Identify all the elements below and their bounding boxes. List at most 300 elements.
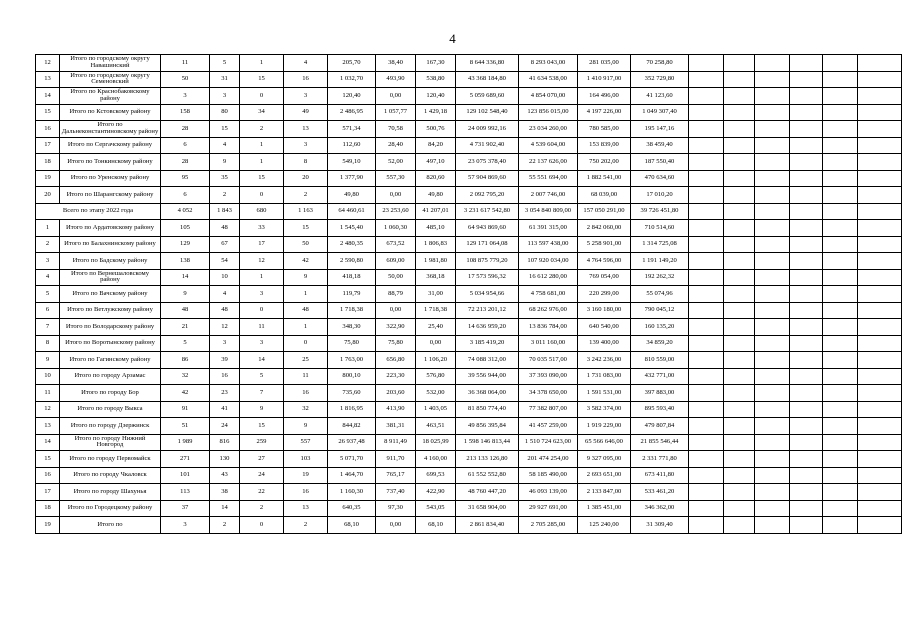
row-number-cell: 12	[36, 401, 60, 418]
value-cell: 14	[161, 269, 210, 286]
value-cell: 381,31	[376, 418, 416, 435]
empty-cell	[823, 236, 858, 253]
table-row	[36, 302, 902, 319]
value-cell: 348,30	[328, 319, 376, 336]
empty-cell	[823, 104, 858, 121]
territory-name-cell: Итого по Володарскому району	[60, 319, 161, 336]
value-cell: 1 377,90	[328, 170, 376, 187]
territory-name-cell: Итого по городскому округу Семеновский	[60, 71, 161, 88]
empty-cell	[689, 335, 724, 352]
value-cell: 1 981,80	[416, 253, 456, 270]
empty-cell	[790, 269, 823, 286]
value-cell: 24	[210, 418, 240, 435]
empty-cell	[823, 401, 858, 418]
empty-cell	[755, 385, 790, 402]
empty-cell	[755, 187, 790, 204]
value-cell: 25,40	[416, 319, 456, 336]
empty-cell	[858, 236, 902, 253]
value-cell: 84,20	[416, 137, 456, 154]
value-cell: 25	[284, 352, 328, 369]
value-cell: 1 731 083,00	[578, 368, 631, 385]
empty-cell	[689, 385, 724, 402]
value-cell: 28	[161, 154, 210, 171]
empty-cell	[790, 500, 823, 517]
empty-cell	[823, 500, 858, 517]
empty-cell	[755, 418, 790, 435]
value-cell: 129	[161, 236, 210, 253]
value-cell: 4 052	[161, 203, 210, 220]
value-cell: 23 034 260,00	[519, 121, 578, 138]
empty-cell	[689, 368, 724, 385]
empty-cell	[858, 418, 902, 435]
value-cell: 27	[240, 451, 284, 468]
empty-cell	[790, 302, 823, 319]
row-number-cell: 14	[36, 88, 60, 105]
row-number-cell: 3	[36, 253, 60, 270]
value-cell: 120,40	[416, 88, 456, 105]
empty-cell	[790, 236, 823, 253]
territory-name-cell: Итого по городу Арзамас	[60, 368, 161, 385]
empty-cell	[858, 88, 902, 105]
table-row	[36, 286, 902, 303]
territory-name-cell: Итого по Балахнинскому району	[60, 236, 161, 253]
territory-name-cell: Итого по Ардатовскому району	[60, 220, 161, 237]
empty-cell	[755, 401, 790, 418]
value-cell: 113	[161, 484, 210, 501]
value-cell: 3	[284, 88, 328, 105]
empty-cell	[724, 434, 755, 451]
value-cell: 49 856 395,84	[456, 418, 519, 435]
value-cell: 1 385 451,00	[578, 500, 631, 517]
row-number-cell: 15	[36, 451, 60, 468]
total-row	[36, 203, 902, 220]
empty-cell	[823, 121, 858, 138]
table-row	[36, 385, 902, 402]
empty-cell	[689, 352, 724, 369]
value-cell: 187 550,40	[631, 154, 689, 171]
territory-name-cell: Итого по Дальнеконстантиновскому району	[60, 121, 161, 138]
value-cell: 11	[284, 368, 328, 385]
value-cell: 418,18	[328, 269, 376, 286]
value-cell: 31,00	[416, 286, 456, 303]
value-cell: 7	[240, 385, 284, 402]
value-cell: 640 540,00	[578, 319, 631, 336]
empty-cell	[858, 269, 902, 286]
value-cell: 43	[210, 467, 240, 484]
row-number-cell: 20	[36, 187, 60, 204]
empty-cell	[790, 203, 823, 220]
value-cell: 0,00	[416, 335, 456, 352]
value-cell: 11	[240, 319, 284, 336]
value-cell: 49,80	[416, 187, 456, 204]
value-cell: 352 729,80	[631, 71, 689, 88]
value-cell: 543,05	[416, 500, 456, 517]
value-cell: 61 552 552,80	[456, 467, 519, 484]
value-cell: 48 760 447,20	[456, 484, 519, 501]
value-cell: 640,35	[328, 500, 376, 517]
value-cell: 9	[284, 418, 328, 435]
value-cell: 4	[210, 286, 240, 303]
value-cell: 2	[284, 187, 328, 204]
value-cell: 2 331 771,80	[631, 451, 689, 468]
empty-cell	[858, 121, 902, 138]
value-cell: 4 854 070,00	[519, 88, 578, 105]
empty-cell	[755, 269, 790, 286]
empty-cell	[724, 286, 755, 303]
value-cell: 31 309,40	[631, 517, 689, 534]
empty-cell	[858, 401, 902, 418]
territory-name-cell: Итого по Тонкинскому району	[60, 154, 161, 171]
value-cell: 0,00	[376, 88, 416, 105]
empty-cell	[724, 137, 755, 154]
value-cell: 1	[240, 154, 284, 171]
empty-cell	[689, 500, 724, 517]
value-cell: 1 806,83	[416, 236, 456, 253]
empty-cell	[755, 352, 790, 369]
value-cell: 97,30	[376, 500, 416, 517]
territory-name-cell: Итого по Уренскому району	[60, 170, 161, 187]
value-cell: 42	[161, 385, 210, 402]
value-cell: 5	[210, 55, 240, 72]
value-cell: 737,40	[376, 484, 416, 501]
row-number-cell: 5	[36, 286, 60, 303]
value-cell: 15	[210, 121, 240, 138]
value-cell: 195 147,16	[631, 121, 689, 138]
empty-cell	[823, 368, 858, 385]
value-cell: 23	[210, 385, 240, 402]
empty-cell	[858, 104, 902, 121]
table-body	[36, 55, 902, 534]
value-cell: 86	[161, 352, 210, 369]
value-cell: 1 403,05	[416, 401, 456, 418]
value-cell: 125 240,00	[578, 517, 631, 534]
table-row	[36, 253, 902, 270]
value-cell: 2 693 651,00	[578, 467, 631, 484]
value-cell: 6	[161, 137, 210, 154]
empty-cell	[689, 517, 724, 534]
value-cell: 3	[161, 517, 210, 534]
value-cell: 68,10	[416, 517, 456, 534]
empty-cell	[755, 286, 790, 303]
value-cell: 9	[240, 401, 284, 418]
empty-cell	[724, 154, 755, 171]
empty-cell	[689, 484, 724, 501]
value-cell: 1 510 724 623,00	[519, 434, 578, 451]
value-cell: 38,40	[376, 55, 416, 72]
value-cell: 22 137 626,00	[519, 154, 578, 171]
value-cell: 1 060,30	[376, 220, 416, 237]
empty-cell	[724, 401, 755, 418]
value-cell: 48	[284, 302, 328, 319]
empty-cell	[790, 170, 823, 187]
empty-cell	[755, 203, 790, 220]
empty-cell	[755, 253, 790, 270]
value-cell: 493,90	[376, 71, 416, 88]
value-cell: 2	[240, 500, 284, 517]
value-cell: 15	[240, 170, 284, 187]
territory-name-cell: Итого по Кстовскому району	[60, 104, 161, 121]
territory-name-cell: Итого по городскому округу Навашинский	[60, 55, 161, 72]
value-cell: 1 464,70	[328, 467, 376, 484]
territory-name-cell: Итого по городу Выкса	[60, 401, 161, 418]
empty-cell	[790, 385, 823, 402]
empty-cell	[755, 467, 790, 484]
value-cell: 259	[240, 434, 284, 451]
value-cell: 57 904 869,60	[456, 170, 519, 187]
row-number-cell: 12	[36, 55, 60, 72]
value-cell: 68,10	[328, 517, 376, 534]
empty-cell	[823, 154, 858, 171]
value-cell: 37	[161, 500, 210, 517]
value-cell: 167,30	[416, 55, 456, 72]
empty-cell	[823, 484, 858, 501]
value-cell: 107 920 034,00	[519, 253, 578, 270]
territory-name-cell: Итого по городу Дзержинск	[60, 418, 161, 435]
row-number-cell: 9	[36, 352, 60, 369]
empty-cell	[823, 269, 858, 286]
value-cell: 2 480,35	[328, 236, 376, 253]
value-cell: 205,70	[328, 55, 376, 72]
empty-cell	[724, 170, 755, 187]
value-cell: 413,90	[376, 401, 416, 418]
value-cell: 1 191 149,20	[631, 253, 689, 270]
table-row	[36, 500, 902, 517]
empty-cell	[755, 104, 790, 121]
value-cell: 24 009 992,16	[456, 121, 519, 138]
empty-cell	[755, 451, 790, 468]
empty-cell	[823, 71, 858, 88]
empty-cell	[724, 220, 755, 237]
empty-cell	[823, 335, 858, 352]
empty-cell	[858, 335, 902, 352]
value-cell: 2 842 060,00	[578, 220, 631, 237]
empty-cell	[858, 187, 902, 204]
value-cell: 50	[161, 71, 210, 88]
value-cell: 24	[240, 467, 284, 484]
value-cell: 5 258 901,00	[578, 236, 631, 253]
empty-cell	[689, 418, 724, 435]
value-cell: 103	[284, 451, 328, 468]
value-cell: 14 636 959,20	[456, 319, 519, 336]
value-cell: 8 644 336,80	[456, 55, 519, 72]
value-cell: 1 816,95	[328, 401, 376, 418]
value-cell: 16	[284, 484, 328, 501]
territory-name-cell: Итого по	[60, 517, 161, 534]
value-cell: 77 382 807,00	[519, 401, 578, 418]
value-cell: 4 539 604,00	[519, 137, 578, 154]
value-cell: 397 883,00	[631, 385, 689, 402]
empty-cell	[724, 352, 755, 369]
table-row	[36, 88, 902, 105]
value-cell: 479 807,84	[631, 418, 689, 435]
territory-name-cell: Итого по Ветлужскому району	[60, 302, 161, 319]
empty-cell	[858, 170, 902, 187]
value-cell: 12	[210, 319, 240, 336]
empty-cell	[790, 401, 823, 418]
empty-cell	[724, 71, 755, 88]
value-cell: 1 718,38	[328, 302, 376, 319]
empty-cell	[823, 203, 858, 220]
empty-cell	[858, 71, 902, 88]
value-cell: 3	[210, 335, 240, 352]
value-cell: 22	[240, 484, 284, 501]
value-cell: 463,51	[416, 418, 456, 435]
value-cell: 750 202,00	[578, 154, 631, 171]
row-number-cell: 15	[36, 104, 60, 121]
value-cell: 153 839,00	[578, 137, 631, 154]
value-cell: 39 726 451,80	[631, 203, 689, 220]
territory-name-cell: Итого по Городецкому району	[60, 500, 161, 517]
empty-cell	[790, 121, 823, 138]
value-cell: 31	[210, 71, 240, 88]
territory-name-cell: Итого по Воротынскому району	[60, 335, 161, 352]
value-cell: 67	[210, 236, 240, 253]
value-cell: 51	[161, 418, 210, 435]
value-cell: 1 598 146 813,44	[456, 434, 519, 451]
value-cell: 55 551 694,00	[519, 170, 578, 187]
row-number-cell: 6	[36, 302, 60, 319]
value-cell: 68 039,00	[578, 187, 631, 204]
value-cell: 4 731 902,40	[456, 137, 519, 154]
empty-cell	[689, 88, 724, 105]
value-cell: 780 585,00	[578, 121, 631, 138]
value-cell: 673,52	[376, 236, 416, 253]
empty-cell	[790, 484, 823, 501]
table-row	[36, 467, 902, 484]
empty-cell	[755, 319, 790, 336]
value-cell: 160 135,20	[631, 319, 689, 336]
value-cell: 2 486,95	[328, 104, 376, 121]
empty-cell	[858, 484, 902, 501]
value-cell: 1 049 307,40	[631, 104, 689, 121]
empty-cell	[724, 467, 755, 484]
value-cell: 3 242 236,00	[578, 352, 631, 369]
value-cell: 39 556 944,00	[456, 368, 519, 385]
value-cell: 16	[284, 71, 328, 88]
empty-cell	[755, 434, 790, 451]
value-cell: 470 634,60	[631, 170, 689, 187]
empty-cell	[790, 154, 823, 171]
value-cell: 1 989	[161, 434, 210, 451]
empty-cell	[790, 286, 823, 303]
value-cell: 49,80	[328, 187, 376, 204]
value-cell: 19	[284, 467, 328, 484]
empty-cell	[755, 137, 790, 154]
empty-cell	[724, 484, 755, 501]
value-cell: 4 758 681,00	[519, 286, 578, 303]
value-cell: 1 919 229,00	[578, 418, 631, 435]
row-number-cell: 10	[36, 368, 60, 385]
value-cell: 68 262 976,00	[519, 302, 578, 319]
value-cell: 15	[240, 71, 284, 88]
value-cell: 108 875 779,20	[456, 253, 519, 270]
value-cell: 1 718,38	[416, 302, 456, 319]
value-cell: 29 927 691,00	[519, 500, 578, 517]
empty-cell	[724, 385, 755, 402]
empty-cell	[755, 88, 790, 105]
empty-cell	[755, 154, 790, 171]
value-cell: 220 299,00	[578, 286, 631, 303]
empty-cell	[689, 154, 724, 171]
value-cell: 91	[161, 401, 210, 418]
value-cell: 52,00	[376, 154, 416, 171]
value-cell: 46 093 139,00	[519, 484, 578, 501]
table-row	[36, 484, 902, 501]
value-cell: 14	[210, 500, 240, 517]
empty-cell	[790, 187, 823, 204]
empty-cell	[858, 253, 902, 270]
empty-cell	[724, 104, 755, 121]
value-cell: 50,00	[376, 269, 416, 286]
value-cell: 2 007 746,00	[519, 187, 578, 204]
value-cell: 158	[161, 104, 210, 121]
empty-cell	[689, 253, 724, 270]
value-cell: 3 582 374,00	[578, 401, 631, 418]
empty-cell	[823, 467, 858, 484]
value-cell: 1	[284, 319, 328, 336]
value-cell: 5 071,70	[328, 451, 376, 468]
empty-cell	[724, 319, 755, 336]
table-row	[36, 517, 902, 534]
table-row	[36, 154, 902, 171]
value-cell: 41 123,60	[631, 88, 689, 105]
empty-cell	[724, 236, 755, 253]
value-cell: 844,82	[328, 418, 376, 435]
value-cell: 112,60	[328, 137, 376, 154]
value-cell: 790 045,12	[631, 302, 689, 319]
territory-name-cell: Итого по Краснобаковскому району	[60, 88, 161, 105]
empty-cell	[724, 302, 755, 319]
table-row	[36, 269, 902, 286]
empty-cell	[823, 137, 858, 154]
value-cell: 0,00	[376, 517, 416, 534]
territory-name-cell: Итого по Вернешаловскому району	[60, 269, 161, 286]
value-cell: 820,60	[416, 170, 456, 187]
value-cell: 816	[210, 434, 240, 451]
empty-cell	[858, 368, 902, 385]
table-row	[36, 121, 902, 138]
value-cell: 21	[161, 319, 210, 336]
value-cell: 1 057,77	[376, 104, 416, 121]
empty-cell	[724, 187, 755, 204]
value-cell: 710 514,60	[631, 220, 689, 237]
value-cell: 119,79	[328, 286, 376, 303]
value-cell: 10	[210, 269, 240, 286]
value-cell: 20	[284, 170, 328, 187]
value-cell: 23 253,60	[376, 203, 416, 220]
value-cell: 129 102 548,40	[456, 104, 519, 121]
value-cell: 571,34	[328, 121, 376, 138]
value-cell: 557	[284, 434, 328, 451]
value-cell: 17	[240, 236, 284, 253]
empty-cell	[755, 170, 790, 187]
value-cell: 54	[210, 253, 240, 270]
row-number-cell: 18	[36, 500, 60, 517]
table-row	[36, 319, 902, 336]
empty-cell	[790, 335, 823, 352]
row-number-cell: 4	[36, 269, 60, 286]
empty-cell	[790, 55, 823, 72]
value-cell: 3	[284, 137, 328, 154]
empty-cell	[790, 517, 823, 534]
table-row	[36, 137, 902, 154]
empty-cell	[689, 121, 724, 138]
empty-cell	[724, 203, 755, 220]
value-cell: 422,90	[416, 484, 456, 501]
value-cell: 213 133 126,80	[456, 451, 519, 468]
row-number-cell: 16	[36, 467, 60, 484]
value-cell: 38	[210, 484, 240, 501]
